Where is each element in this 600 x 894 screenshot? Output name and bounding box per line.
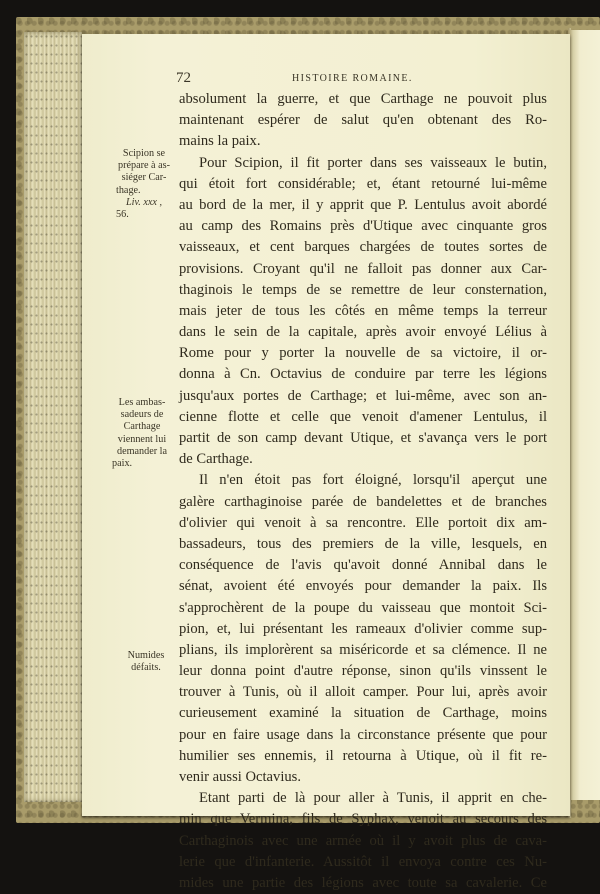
margin-note-reference: Liv. xxx , [126, 196, 163, 208]
text-line: donna à Cn. Octavius de conduire par terre les légions [179, 366, 547, 383]
page-number: 72 [176, 70, 191, 86]
text-line: leur donna point d'autre réponse, sinon qu'ils vinssent le [179, 663, 547, 680]
text-line: jusqu'aux portes de Carthage; et lui-même, avec son an- [179, 387, 547, 404]
margin-note-numides [114, 650, 178, 674]
text-line: au bord de la mer, il y apprit que P. Lentulus avoit abordé [179, 196, 547, 213]
text-line: dans le sein de la capitale, après avoir envoyé Lélius à [179, 324, 547, 341]
text-line: Etant parti de là pour aller à Tunis, il apprit en che- [199, 790, 547, 807]
text-line: maintenant espérer de salut qu'en obtenant des Ro- [179, 112, 547, 129]
text-line: humilier ses ennemis, il retourna à Utique, où il fit re- [179, 747, 547, 764]
text-line: cienne flotte et celle que venoit d'amener Lentulus, il [179, 408, 547, 425]
text-line: mides une partie des légions avec toute sa cavalerie. Ce [179, 874, 547, 891]
text-line: s'approchèrent de la poupe du vaisseau que montoit Sci- [179, 599, 547, 616]
text-line: plians, ils implorèrent sa miséricorde et sa clémence. Il ne [179, 641, 547, 658]
margin-note-reference: 56. [116, 209, 129, 221]
text-line: Rome pour y porter la nouvelle de sa victoire, il or- [179, 345, 547, 362]
text-line: venir aussi Octavius. [179, 769, 301, 785]
text-line: curieusement examiné la situation de Carthage, moins [179, 705, 547, 722]
text-line: thaginois le temps de se remettre de leur consternation, [179, 281, 547, 298]
margin-note-line: défaits. [131, 662, 161, 674]
text-line: partit de son camp devant Utique, et s'avança vers le port [179, 430, 547, 446]
margin-note-scipion [112, 148, 176, 221]
facing-page-edge [570, 30, 600, 800]
text-line: Carthaginois avec une armée où il y avoit plus de cava- [179, 832, 547, 849]
text-line: mains la paix. [179, 133, 261, 150]
text-line: lerie que d'infanterie. Aussitôt il envoya contre ces Nu- [179, 853, 547, 870]
margin-note-line: thage. [116, 184, 141, 196]
text-line: vaisseaux, et cent barques chargées de toutes sortes de [179, 239, 547, 256]
text-line: qui étoit fort considérable; et, étant retourné lui-même [179, 175, 547, 192]
text-line: sénat, avoient été envoyés pour demander la paix. Ils [179, 578, 547, 595]
margin-note-ambassadeurs [110, 397, 174, 470]
text-line: absolument la guerre, et que Carthage ne pouvoit plus [179, 91, 547, 107]
page-edges-stack [24, 32, 82, 802]
running-head: HISTOIRE ROMAINE. [292, 73, 413, 84]
text-line: galère carthaginoise parée de bandelettes et de branches [179, 493, 547, 510]
text-line: bassadeurs, tous des premiers de la ville, lesquels, en [179, 535, 547, 552]
text-line: pion, et, lui présentant les rameaux d'olivier comme sup- [179, 620, 547, 637]
body-text [179, 89, 547, 894]
margin-note-line: Numides [127, 650, 165, 661]
text-line: min que Vermina, fils de Syphax, venoit au secours des [179, 811, 547, 828]
text-line: conséquence de l'avis qu'avoit donné Annibal dans le [179, 557, 547, 574]
text-line: d'olivier qui venoit à sa rencontre. Elle portoit dix am- [179, 514, 547, 531]
text-line: mais jeter de tous les côtés en même temps la terreur [179, 302, 547, 319]
margin-note-line: viennent lui [117, 433, 167, 445]
margin-note-line: Les ambas- [118, 397, 166, 408]
margin-note-line: Carthage [123, 421, 161, 433]
margin-note-line: Scipion se [122, 148, 166, 159]
margin-note-line: paix. [112, 458, 133, 470]
text-line: provisions. Croyant qu'il ne falloit pas donner aux Car- [179, 260, 547, 277]
text-line: de Carthage. [179, 451, 253, 468]
text-line: trouver à Tunis, où il alloit camper. Pour lui, après avoir [179, 684, 547, 701]
page-header [176, 70, 546, 86]
margin-note-line: siéger Car- [121, 172, 167, 184]
margin-note-line: sadeurs de [120, 409, 164, 421]
margin-note-line: prépare à as- [117, 160, 171, 172]
text-line: au camp des Romains près d'Utique avec cinquante gros [179, 218, 547, 235]
text-line: Pour Scipion, il fit porter dans ses vaisseaux le butin, [199, 154, 547, 171]
text-line: pour en faire usage dans la circonstance présente que pour [179, 726, 547, 743]
text-line: Il n'en étoit pas fort éloigné, lorsqu'il aperçut une [199, 472, 547, 489]
margin-note-line: demander la [116, 445, 168, 457]
